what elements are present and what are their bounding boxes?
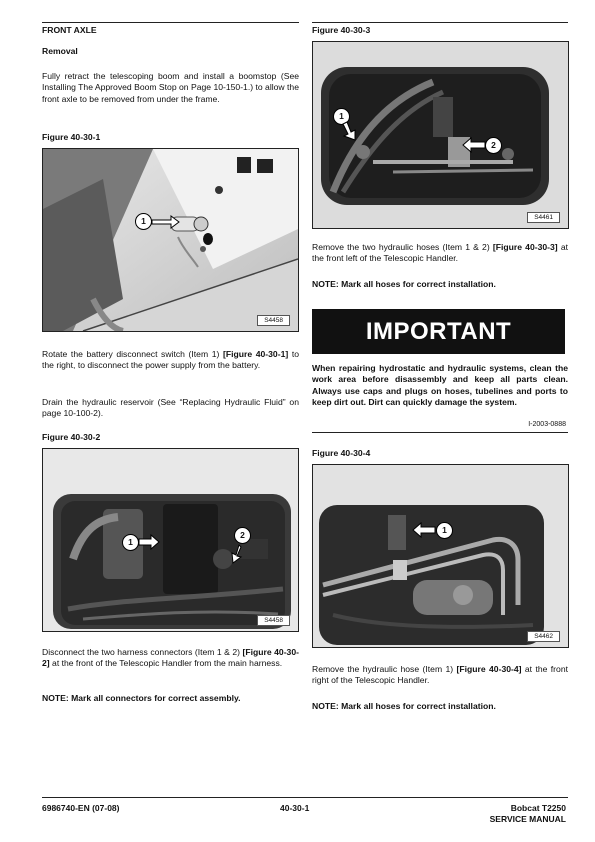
battery-switch-illustration (43, 149, 298, 331)
hydraulic-hoses-illustration (313, 42, 568, 228)
figure-3-photo (312, 41, 569, 229)
subsection-title: Removal (42, 46, 78, 56)
figure-1-callout-1: 1 (135, 213, 152, 230)
figure-2-title: Figure 40-30-2 (42, 432, 101, 442)
hoses-text-a: Remove the two hydraulic hoses (Item 1 & 2) (312, 242, 493, 252)
harness-text-b: at the front of the Telescopic Handler from the main harness. (49, 658, 283, 669)
figure-2-photo (42, 448, 299, 632)
important-code: I-2003-0888 (528, 421, 566, 428)
hose-paragraph (312, 664, 568, 687)
battery-text-a: Rotate the battery disconnect switch (Item 1) (42, 349, 223, 359)
harness-paragraph (42, 647, 299, 670)
battery-text-b: to the right, to disconnect the power supply from the battery. (42, 349, 299, 371)
removal-paragraph: Fully retract the telescoping boom and install a boomstop (See Installing The Approved Boom Stop on Page 10-150-1.) to allow the front axle to be removed from under the frame. (42, 71, 299, 104)
top-rule-left (42, 22, 299, 23)
figure-1-title: Figure 40-30-1 (42, 132, 101, 142)
figure-3-callout-1: 1 (333, 108, 350, 125)
important-text: When repairing hydrostatic and hydraulic systems, clean the work area before disassembly and keep all parts clean. Always use caps and plugs on hoses, tubelines and ports to keep dirt out. Dirt can quickly damage the system. (312, 363, 568, 407)
figure-4-callout-1: 1 (436, 522, 453, 539)
harness-illustration (43, 449, 298, 631)
figure-3-code: S4461 (527, 212, 560, 223)
hose-text-a: Remove the hydraulic hose (Item 1) (312, 664, 457, 674)
figure-4-title: Figure 40-30-4 (312, 448, 371, 458)
hose-figure-ref: [Figure 40-30-4] (456, 664, 522, 674)
hoses-note-2: NOTE: Mark all hoses for correct installation. (312, 701, 496, 711)
figure-1-photo (42, 148, 299, 332)
top-rule-right (312, 22, 568, 23)
battery-figure-ref: [Figure 40-30-1] (223, 349, 289, 359)
battery-paragraph (42, 349, 299, 372)
harness-figure-ref: [Figure 40-30-2] (42, 647, 299, 669)
figure-4-code: S4462 (527, 631, 560, 642)
footer-page-number: 40-30-1 (280, 803, 310, 813)
footer-rule (42, 797, 568, 798)
hoses-figure-ref: [Figure 40-30-3] (492, 242, 558, 252)
figure-4-photo (312, 464, 569, 648)
important-rule (312, 432, 568, 433)
figure-3-callout-2: 2 (485, 137, 502, 154)
figure-2-code: S4458 (257, 615, 290, 626)
footer-doc-number: 6986740-EN (07-08) (42, 803, 120, 813)
hydraulic-hose-illustration (313, 465, 568, 647)
hoses-text-b: at the front left of the Telescopic Handler. (312, 242, 568, 264)
hose-text-b: at the front right of the Telescopic Handler. (312, 664, 568, 686)
harness-text-a: Disconnect the two harness connectors (Item 1 & 2) (42, 647, 243, 657)
hoses-note-1: NOTE: Mark all hoses for correct installation. (312, 279, 496, 289)
figure-2-callout-2: 2 (234, 527, 251, 544)
figure-2-callout-1: 1 (122, 534, 139, 551)
footer-manual: SERVICE MANUAL (489, 814, 566, 824)
figure-3-title: Figure 40-30-3 (312, 25, 371, 35)
drain-paragraph: Drain the hydraulic reservoir (See “Replacing Hydraulic Fluid” on page 10-100-2). (42, 397, 299, 419)
hoses-paragraph (312, 242, 568, 265)
section-title: FRONT AXLE (42, 25, 97, 35)
important-banner: IMPORTANT (312, 309, 565, 354)
footer-model: Bobcat T2250 (510, 803, 566, 813)
figure-1-code: S4458 (257, 315, 290, 326)
connectors-note: NOTE: Mark all connectors for correct assembly. (42, 693, 241, 703)
